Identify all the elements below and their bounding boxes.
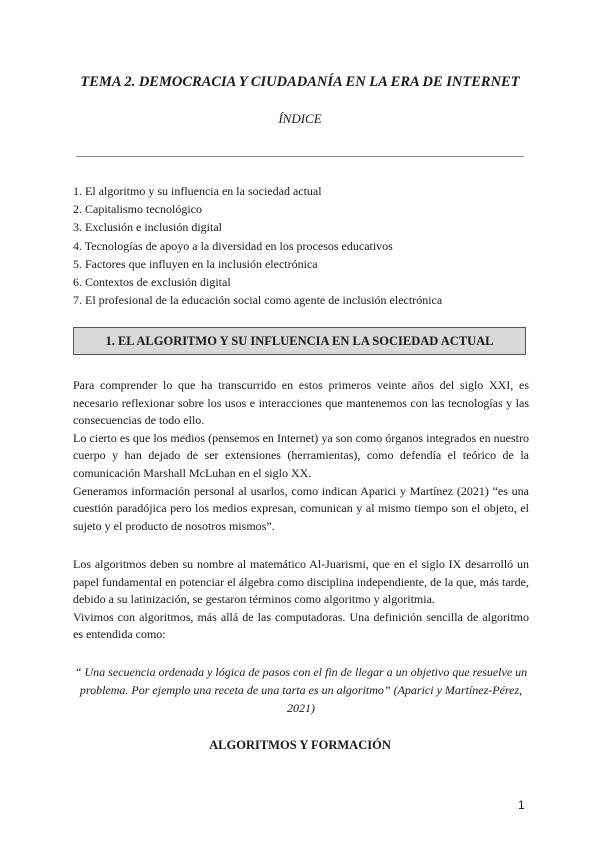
subheading: ALGORITMOS Y FORMACIÓN <box>209 738 391 752</box>
index-heading: ÍNDICE <box>278 111 322 126</box>
paragraph: Los algoritmos deben su nombre al matemático Al-Juarismi, que en el siglo IX desarrolló un papel fundamental en potenciar el álgebra como disciplina independiente, de la que, más tarde, debido a su latinización, se gestaron términos como algoritmo y algoritmia. <box>73 557 529 607</box>
body-block-intro <box>73 377 529 535</box>
section-heading: 1. EL ALGORITMO Y SU INFLUENCIA EN LA SOCIEDAD ACTUAL <box>73 327 526 355</box>
definition-quote: “ Una secuencia ordenada y lógica de pasos con el fin de llegar a un objetivo que resuelve un problema. Por ejemplo una receta de una tarta es un algoritmo” (Aparici y Martínez-Pérez, 2021) <box>74 665 528 716</box>
paragraph: Lo cierto es que los medios (pensemos en Internet) ya son como órganos integrados en nuestro cuerpo y han dejado de ser extensiones (herramientas), como defendía el teórico de la comunicación Marshall McLuhan en el siglo XX. <box>73 430 529 480</box>
toc-item: 2. Capitalismo tecnológico <box>73 202 202 217</box>
paragraph: Generamos información personal al usarlos, como indican Aparici y Martínez (2021) “es una cuestión paradójica pero los medios expresan, comunican y al mismo tiempo son el objeto, el sujeto y el producto de nosotros mismos”. <box>73 483 529 533</box>
paragraph: Vivimos con algoritmos, más allá de las computadoras. Una definición sencilla de algoritmo es entendida como: <box>73 609 529 642</box>
toc-item: 4. Tecnologías de apoyo a la diversidad en los procesos educativos <box>73 238 393 253</box>
table-of-contents <box>73 182 533 309</box>
document-title: TEMA 2. DEMOCRACIA Y CIUDADANÍA EN LA ERA DE INTERNET <box>80 74 520 90</box>
horizontal-rule <box>76 156 524 157</box>
toc-item: 7. El profesional de la educación social como agente de inclusión electrónica <box>73 293 443 308</box>
toc-item: 6. Contextos de exclusión digital <box>73 274 231 289</box>
page-number: 1 <box>518 798 525 812</box>
toc-item: 5. Factores que influyen en la inclusión electrónica <box>73 256 318 271</box>
toc-item: 3. Exclusión e inclusión digital <box>73 220 222 235</box>
body-block-algorithms <box>73 556 529 644</box>
toc-item: 1. El algoritmo y su influencia en la sociedad actual <box>73 184 322 198</box>
paragraph: Para comprender lo que ha transcurrido en estos primeros veinte años del siglo XXI, es necesario reflexionar sobre los usos e interacciones que mantenemos con las tecnologías y las consecuencias de todo ello. <box>73 378 529 428</box>
